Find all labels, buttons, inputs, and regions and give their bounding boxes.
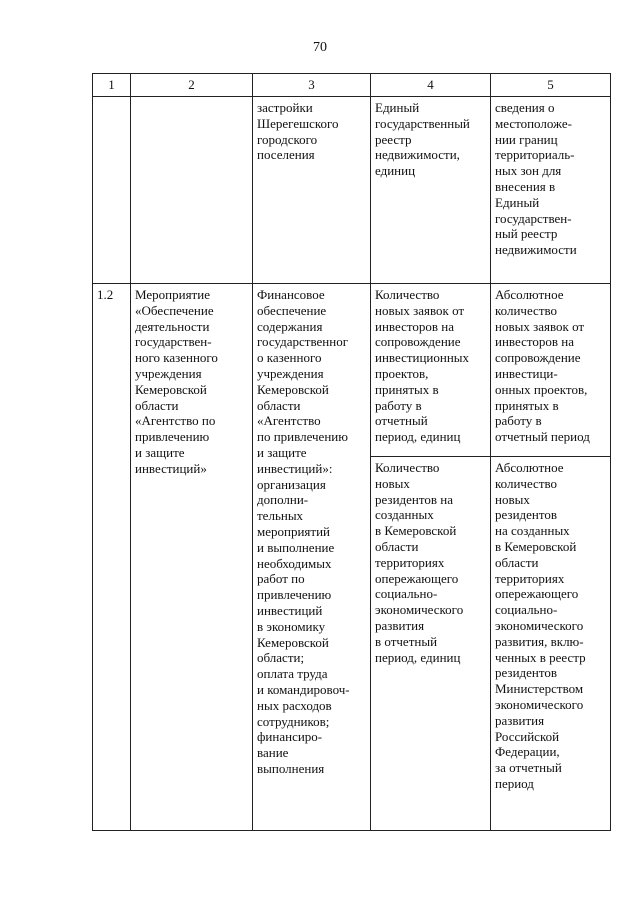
cell-method xyxy=(491,97,611,284)
cell-text: сведения о местоположе- нии границ территориаль- ных зон для внесения в Единый государствен- ный реестр недвижимости xyxy=(495,100,577,258)
indicator-method: Абсолютное количество новых заявок от инвесторов на сопровождение инвестици- онных проектов, принятых в работу в отчетный период xyxy=(495,287,590,445)
cell-indicator xyxy=(371,97,491,284)
cell-indicator xyxy=(371,457,491,831)
cell-description xyxy=(253,97,371,284)
event-description: Финансовое обеспечение содержания государственног о казенного учреждения Кемеровской области «Агентство по привлечению и защите инвестиций»: организация дополни- тельных мероприятий и выполнение необходимых работ по привлечению инвестиций в экономику Кемеровской области; оплата труда и командировоч- ных расходов сотрудников; финансиро- вание выполнения xyxy=(257,287,350,776)
cell-indicator xyxy=(371,284,491,457)
column-header-3: 3 xyxy=(253,74,371,97)
cell-method xyxy=(491,457,611,831)
column-header-5: 5 xyxy=(491,74,611,97)
cell-text: Единый государственный реестр недвижимости, единиц xyxy=(375,100,470,179)
indicator-method: Абсолютное количество новых резидентов на созданных в Кемеровской области территориях опережающего социально- экономического развития, вклю- ченных в реестр резидентов Министерством экономического развития Российской Федерации, за отчетный период xyxy=(495,460,586,791)
item-number: 1.2 xyxy=(97,287,114,302)
cell-method xyxy=(491,284,611,457)
cell-event xyxy=(131,284,253,831)
cell-number xyxy=(93,284,131,831)
indicator-name: Количество новых заявок от инвесторов на сопровождение инвестиционных проектов, принятых в работу в отчетный период, единиц xyxy=(375,287,470,445)
cell-number xyxy=(93,97,131,284)
column-header-4: 4 xyxy=(371,74,491,97)
indicator-name: Количество новых резидентов на созданных в Кемеровской области территориях опережающего социально- экономического развития в отчетный период, единиц xyxy=(375,460,464,665)
table-header-row xyxy=(93,74,611,97)
cell-event xyxy=(131,97,253,284)
table-row-1-2 xyxy=(93,284,611,457)
column-header-1: 1 xyxy=(93,74,131,97)
cell-text: застройки Шерегешского городского поселения xyxy=(257,100,339,163)
page-number: 70 xyxy=(313,40,327,55)
column-header-2: 2 xyxy=(131,74,253,97)
table-row-continued xyxy=(93,97,611,284)
indicators-table xyxy=(92,73,611,831)
event-name: Мероприятие «Обеспечение деятельности государствен- ного казенного учреждения Кемеровской области «Агентство по привлечению и защите инвестиций» xyxy=(135,287,218,476)
cell-description xyxy=(253,284,371,831)
